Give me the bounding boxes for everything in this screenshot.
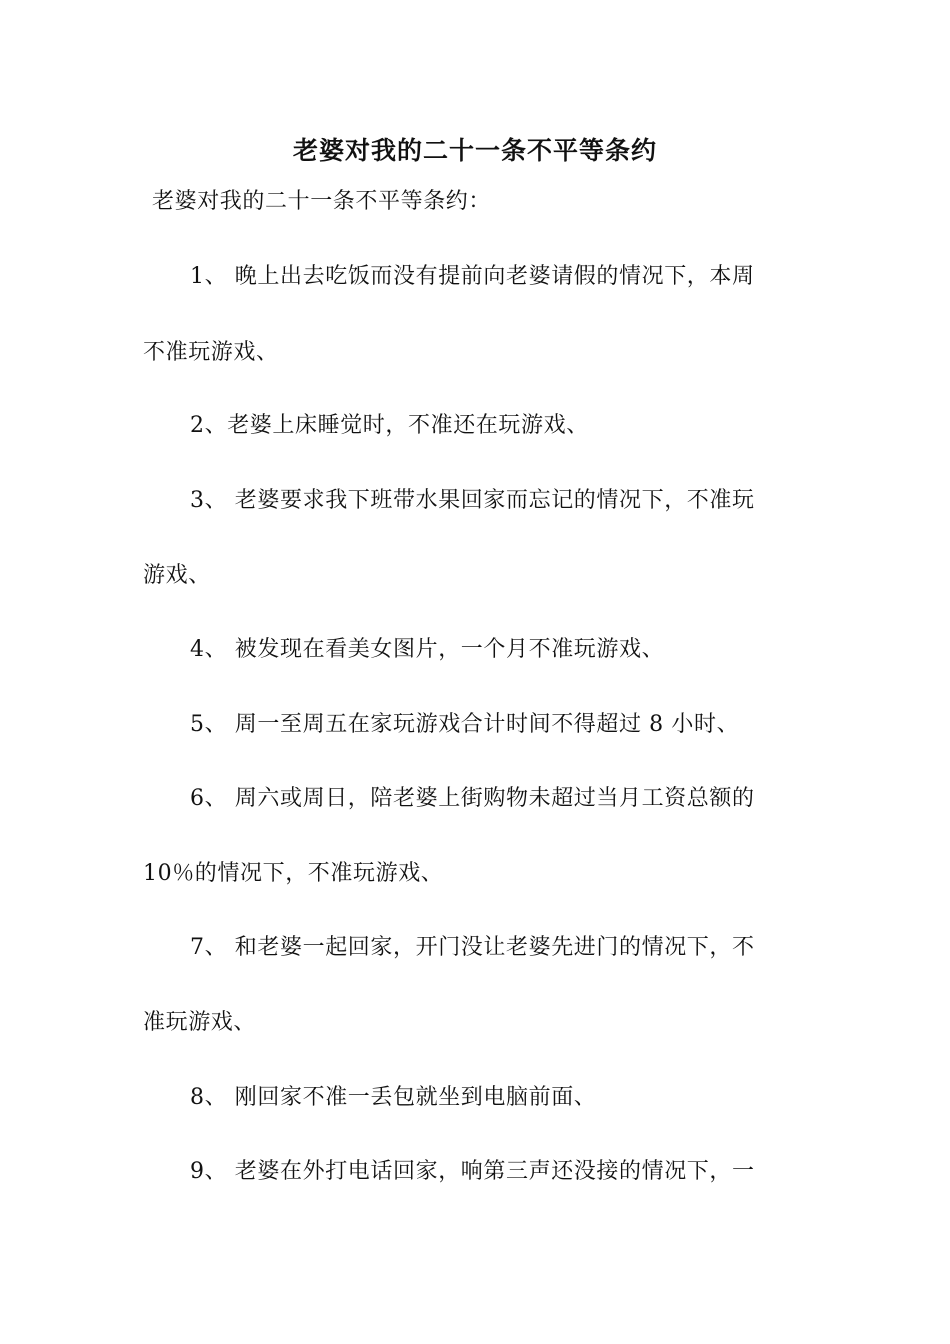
clause-3-line-2: 游戏、: [143, 563, 211, 588]
clause-3-line-1: 3、 老婆要求我下班带水果回家而忘记的情况下，不准玩: [190, 488, 755, 513]
clause-9-line-1: 9、 老婆在外打电话回家，响第三声还没接的情况下，一: [190, 1159, 755, 1184]
clause-7-line-1: 7、 和老婆一起回家，开门没让老婆先进门的情况下，不: [190, 935, 755, 960]
clause-7-line-2: 准玩游戏、: [143, 1010, 257, 1035]
document-title: 老婆对我的二十一条不平等条约: [292, 136, 657, 165]
clause-6-line-1: 6、 周六或周日，陪老婆上街购物未超过当月工资总额的: [190, 786, 755, 811]
intro-line: 老婆对我的二十一条不平等条约：: [152, 189, 492, 214]
clause-4-line-1: 4、 被发现在看美女图片，一个月不准玩游戏、: [190, 637, 665, 662]
clause-6-line-2: 10％的情况下，不准玩游戏、: [143, 861, 444, 886]
clause-1-line-2: 不准玩游戏、: [143, 340, 279, 365]
clause-8-line-1: 8、 刚回家不准一丢包就坐到电脑前面、: [190, 1085, 597, 1110]
clause-5-line-1: 5、 周一至周五在家玩游戏合计时间不得超过 8 小时、: [190, 712, 740, 737]
clause-2-line-1: 2、老婆上床睡觉时，不准还在玩游戏、: [190, 413, 589, 438]
clause-1-line-1: 1、 晚上出去吃饭而没有提前向老婆请假的情况下，本周: [190, 264, 755, 289]
